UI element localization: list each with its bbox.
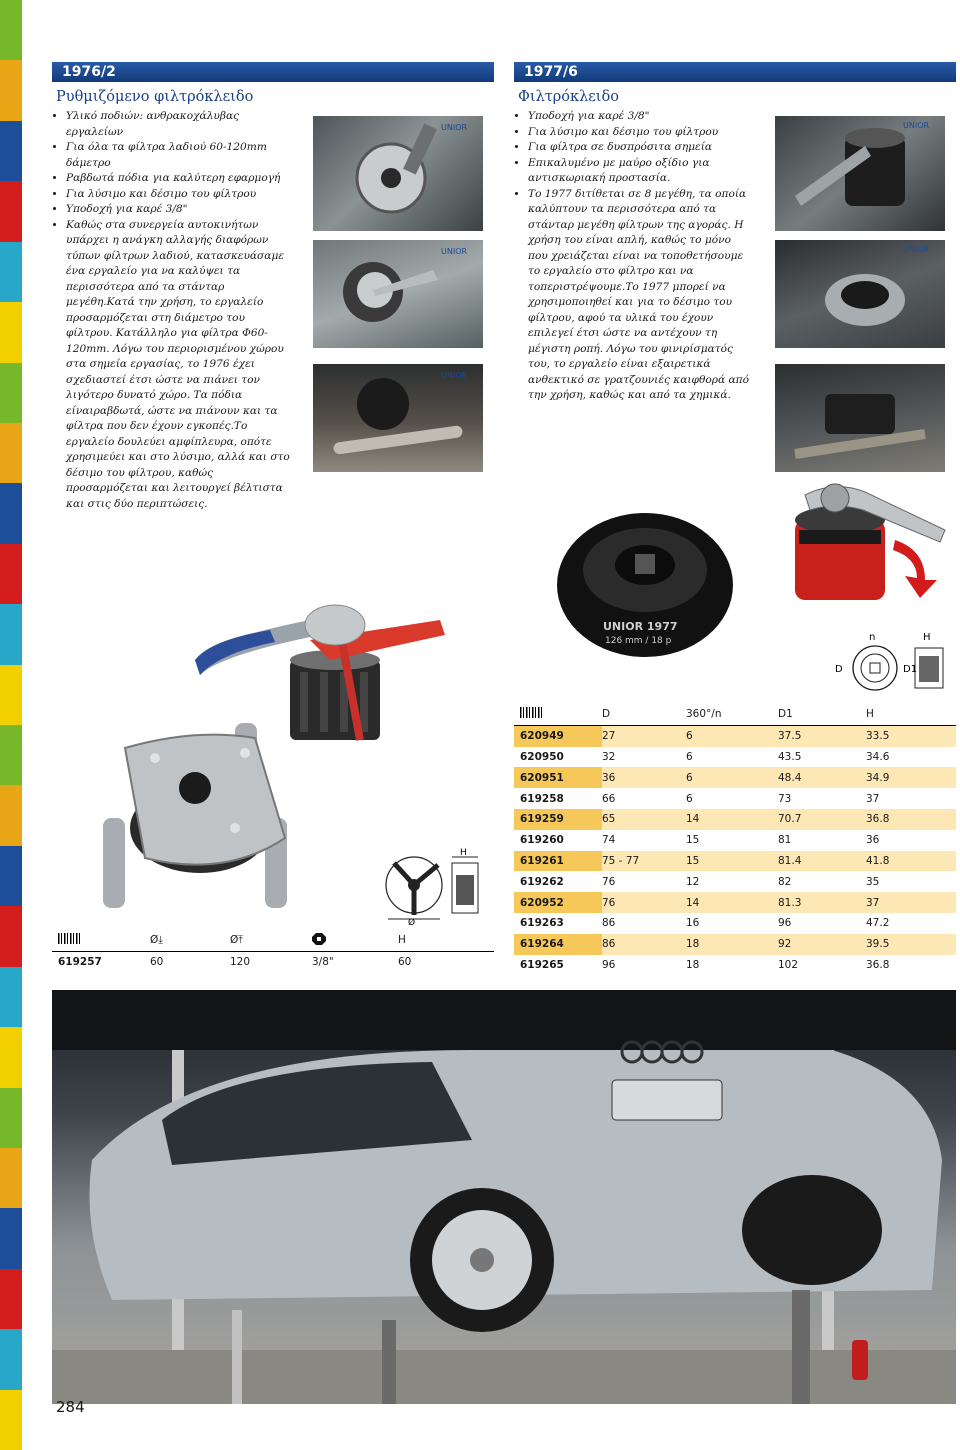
stripe-segment [0, 483, 22, 543]
cell: 16 [686, 917, 700, 930]
stripe-segment [0, 423, 22, 483]
brand-text: UNIOR [903, 121, 930, 130]
stripe-segment [0, 0, 22, 60]
feature-item: • Υλικό ποδιών: ανθρακοχάλυβας εργαλείων [66, 109, 291, 140]
stripe-segment [0, 1329, 22, 1389]
table-row [514, 934, 956, 955]
table-row [514, 725, 956, 746]
stripe-segment [0, 1027, 22, 1087]
car-on-lift-photo [52, 990, 956, 1404]
cell: 6 [686, 725, 778, 746]
dim-label-dia: Ø [408, 918, 416, 925]
table-row [514, 892, 956, 913]
dim-label-d: D [835, 664, 843, 675]
stripe-segment [0, 1390, 22, 1450]
product-code-bar: 1977/6 [514, 62, 956, 82]
cell: 86 [602, 934, 686, 955]
table-row [52, 951, 494, 972]
cell: 75 - 77 [602, 851, 686, 872]
cell: 41.8 [866, 851, 956, 872]
stripe-segment [0, 1088, 22, 1148]
table-row [514, 830, 956, 851]
spec-table-1976 [52, 930, 494, 973]
stripe-segment [0, 1148, 22, 1208]
cell: 70.7 [778, 809, 866, 830]
stripe-segment [0, 60, 22, 120]
product-1977-section [514, 62, 956, 404]
cap-wrench-diagram [815, 626, 955, 698]
col-header-h: H [398, 930, 494, 951]
cell: 48.4 [778, 767, 866, 788]
cell: 96 [778, 917, 792, 930]
cell: 12 [686, 875, 700, 888]
feature-item: • Υποδοχή για καρέ 3/8" [528, 109, 754, 125]
usage-photo-1 [313, 116, 483, 231]
adjustable-wrench-diagram [380, 845, 490, 925]
tool-size-label: 126 mm / 18 p [605, 636, 672, 646]
feature-item: • Ραβδωτά πόδια για καλύτερη εφαρμογή [66, 171, 291, 187]
cell: 120 [230, 956, 251, 969]
cell: 37.5 [778, 725, 866, 746]
feature-item: • Για λύσιμο και δέσιμο του φίλτρου [528, 125, 754, 141]
cell: 36 [866, 834, 880, 847]
cell: 15 [686, 851, 778, 872]
stripe-segment [0, 181, 22, 241]
usage-photo-4 [775, 116, 945, 231]
table-row [514, 809, 956, 830]
col-header-max-dia: Ø⤒ [230, 930, 312, 951]
cell: 86 [602, 917, 616, 930]
cell: 43.5 [778, 750, 802, 763]
table-row [514, 767, 956, 788]
cell: 65 [602, 809, 686, 830]
cell: 82 [778, 875, 792, 888]
table-row [514, 913, 956, 934]
stripe-segment [0, 785, 22, 845]
cell: 35 [866, 875, 880, 888]
cell: 60 [398, 956, 412, 969]
article-code: 619262 [520, 875, 564, 888]
feature-description: • Το 1977 διτίθεται σε 8 μεγέθη, τα οποία καλύπτουν τα περισσότερα από τα στάνταρ μεγέθη φίλτρων της αγοράς. Η χρήση του είναι απλή, καθώς το μόνο που χρειάζεται είναι να τοποθετήσουμε το εργαλείο στο φίλτρο και να τοπεριστρέψουμε.Το 1977 μπορεί να χρησιμοποιηθεί και για το δέσιμο του φίλτρου, αφού τα υλικά του έχουν επιλεγεί έτσι ώστε να αντέχουν τη μέγιστη ροπή. Λόγω του φινιρίσματός του, το εργαλείο είναι εξαιρετικά ανθεκτικό σε γρατζουνιές καιφθορά από την χρήση, καθώς και από τα χημικά. [528, 187, 754, 404]
cell: 34.6 [866, 750, 890, 763]
table-row [514, 747, 956, 768]
cell: 92 [778, 934, 866, 955]
adjustable-filter-wrench-image [85, 718, 305, 913]
usage-photo-5 [775, 240, 945, 348]
article-code: 620952 [514, 892, 602, 913]
table-row [514, 851, 956, 872]
product-title: Ρυθμιζόμενο φιλτρόκλειδο [56, 89, 254, 105]
product-code-bar: 1976/2 [52, 62, 494, 82]
usage-photo-6 [775, 364, 945, 472]
article-code: 619259 [514, 809, 602, 830]
page-number: 284 [56, 1398, 85, 1416]
article-code: 620950 [520, 750, 564, 763]
cell: 37 [866, 892, 956, 913]
cell: 37 [866, 792, 880, 805]
cell: 34.9 [866, 767, 956, 788]
square-drive-icon [312, 930, 398, 951]
cell: 81 [778, 834, 792, 847]
cell: 14 [686, 892, 778, 913]
cell: 60 [150, 956, 164, 969]
stripe-segment [0, 1208, 22, 1268]
dim-label-h: H [923, 632, 931, 643]
cell: 81.3 [778, 892, 866, 913]
dim-label-d1: D1 [903, 664, 918, 675]
article-code: 619258 [520, 792, 564, 805]
feature-item: • Για φίλτρα σε δυσπρόσιτα σημεία [528, 140, 754, 156]
feature-list [52, 109, 291, 512]
article-code: 619260 [520, 834, 564, 847]
feature-description: • Καθώς στα συνεργεία αυτοκινήτων υπάρχει η ανάγκη αλλαγής διαφόρων τύπων φίλτρων λαδιού, κατασκευάσαμε ένα εργαλείο για να καλύψει τα περισσότερα από τα στάνταρ μεγέθη.Κατά την χρήση, το εργαλείο προσαρμόζεται στη διάμετρο του φίλτρου. Κατάλληλο για φίλτρα Φ60-120mm. Λόγω του περιορισμένου χώρου στα σημεία εργασίας, το 1976 έχει σχεδιαστεί έτσι ώστε να πιάνει τον λιγότερο δυνατό χώρο. Τα πόδια είναιραβδωτά, ώστε να πιάνουν και τα φίλτρα που δεν έχουν εγκοπές.Το εργαλείο δουλεύει αμφίπλευρα, οπότε χρησιμεύει και στο λύσιμο, αλλά και στο δέσιμο του φίλτρου, καθώς προσαρμόζεται και λειτουργεί βέλτιστα και στις δύο περιπτώσεις. [66, 218, 291, 513]
article-code: 619263 [520, 917, 564, 930]
product-title: Φιλτρόκλειδο [518, 89, 619, 105]
col-header-d: D [602, 704, 686, 725]
cell: 27 [602, 725, 686, 746]
stripe-segment [0, 544, 22, 604]
oil-filter-cap-wrench-image [555, 510, 735, 660]
barcode-icon [52, 930, 150, 951]
col-header-angle: 360°/n [686, 704, 778, 725]
feature-item: • Υποδοχή για καρέ 3/8" [66, 202, 291, 218]
article-code: 619261 [514, 851, 602, 872]
cell: 3/8" [312, 956, 334, 969]
cell: 14 [686, 809, 778, 830]
table-row [514, 871, 956, 892]
usage-photo-3 [313, 364, 483, 472]
dim-label-h: H [460, 848, 467, 858]
stripe-segment [0, 363, 22, 423]
brand-text: UNIOR [441, 247, 468, 256]
cell: 32 [602, 750, 616, 763]
dim-label-n: n [869, 632, 876, 643]
cell: 6 [686, 750, 693, 763]
cell: 6 [686, 767, 778, 788]
cell: 39.5 [866, 934, 956, 955]
brand-text: UNIOR [441, 123, 468, 132]
cell: 73 [778, 792, 792, 805]
cell: 96 [602, 958, 616, 971]
feature-item: • Επικαλυμένο με μαύρο οξίδιο για αντισκωριακή προστασία. [528, 156, 754, 187]
article-code: 619264 [514, 934, 602, 955]
stripe-segment [0, 967, 22, 1027]
cell: 15 [686, 834, 700, 847]
table-row [514, 955, 956, 976]
article-code: 620949 [514, 725, 602, 746]
stripe-segment [0, 242, 22, 302]
stripe-segment [0, 665, 22, 725]
cell: 18 [686, 958, 700, 971]
feature-item: • Για όλα τα φίλτρα λαδιού 60-120mm δάμετρο [66, 140, 291, 171]
col-header-min-dia: Ø⤓ [150, 930, 230, 951]
brand-text: UNIOR [903, 245, 930, 254]
spec-table-1977 [514, 704, 956, 975]
cell: 18 [686, 934, 778, 955]
stripe-segment [0, 846, 22, 906]
feature-item: • Για λύσιμο και δέσιμο του φίλτρου [66, 187, 291, 203]
feature-list [514, 109, 754, 404]
cell: 81.4 [778, 851, 866, 872]
col-header-h: H [866, 704, 956, 725]
tool-label: UNIOR 1977 [603, 620, 678, 633]
cell: 76 [602, 892, 686, 913]
stripe-segment [0, 121, 22, 181]
cell: 102 [778, 958, 799, 971]
col-header-d1: D1 [778, 704, 866, 725]
article-code: 619265 [520, 958, 564, 971]
cell: 36.8 [866, 809, 956, 830]
cell: 47.2 [866, 917, 890, 930]
cell: 74 [602, 834, 616, 847]
stripe-segment [0, 906, 22, 966]
article-code: 619257 [58, 956, 102, 969]
cell: 66 [602, 792, 616, 805]
stripe-segment [0, 604, 22, 664]
stripe-segment [0, 725, 22, 785]
brand-text: UNIOR [441, 371, 468, 380]
cell: 33.5 [866, 725, 956, 746]
stripe-segment [0, 1269, 22, 1329]
stripe-segment [0, 302, 22, 362]
cell: 76 [602, 875, 616, 888]
table-row [514, 788, 956, 809]
ratchet-cap-wrench-image [775, 480, 955, 605]
cell: 6 [686, 792, 693, 805]
cell: 36 [602, 767, 686, 788]
usage-photo-2 [313, 240, 483, 348]
barcode-icon [514, 704, 602, 725]
article-code: 620951 [514, 767, 602, 788]
side-color-stripe [0, 0, 22, 1450]
cell: 36.8 [866, 958, 890, 971]
